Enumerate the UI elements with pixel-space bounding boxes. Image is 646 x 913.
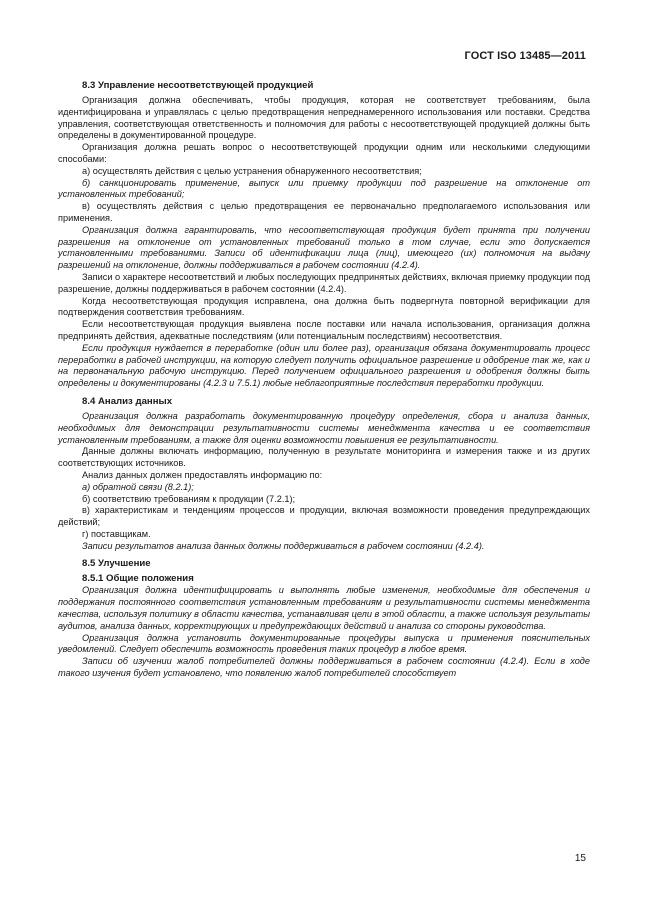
paragraph: Записи об изучении жалоб потребителей должны поддерживаться в рабочем состоянии (4.2.4). Если в ходе такого изучения будет установлено, что появлению жалоб потребителей способствует bbox=[58, 656, 590, 679]
standard-code: ГОСТ ISO 13485—2011 bbox=[464, 50, 586, 62]
paragraph: Если несоответствующая продукция выявлена после поставки или начала использования, организация должна предпринять действия, адекватные последствиям (или потенциальным последствиям) несоответствия. bbox=[58, 319, 590, 341]
paragraph: Записи о характере несоответствий и любых последующих предпринятых действиях, включая приемку продукции под разрешение, должны поддерживаться в рабочем состоянии (4.2.4). bbox=[58, 271, 590, 294]
list-item: б) соответствию требованиям к продукции (7.2.1); bbox=[82, 493, 296, 504]
paragraph: Анализ данных должен предоставлять информацию по: bbox=[82, 469, 323, 480]
subsection-heading: 8.5.1 Общие положения bbox=[82, 573, 194, 585]
paragraph: Организация должна гарантировать, что несоответствующая продукция будет принята при получении разрешения на отклонение от установленных требований только в том случае, если это допускается установленными требованиями. Записи об идентификации лица (лиц), имеющего (их) полномочия на выдачу разрешений на отклонение, должны поддерживаться в рабочем состоянии (4.2.4). bbox=[58, 224, 590, 271]
list-item: в) характеристикам и тенденциям процессов и продукции, включая возможности проведения предупреждающих действий; bbox=[58, 505, 590, 528]
list-item: в) осуществлять действия с целью предотвращения ее первоначально предполагаемого использования или применения. bbox=[58, 201, 590, 223]
list-item: а) обратной связи (8.2.1); bbox=[82, 481, 194, 492]
paragraph: Организация должна установить документированные процедуры выпуска и применения пояснительных уведомлений. Следует обеспечить возможность проведения таких процедур в любое время. bbox=[58, 632, 590, 655]
page-number: 15 bbox=[574, 853, 586, 864]
paragraph: Организация должна идентифицировать и выполнять любые изменения, необходимые для обеспечения и поддержания постоянного соответствия установленным требованиям и результативности системы менеджмента качества, используя политику в области качества, устанавливая цели в этой области, а также используя результаты аудитов, анализа данных, корректирующих и предупреждающих действий и анализа со стороны руководства. bbox=[58, 585, 590, 631]
paragraph: Данные должны включать информацию, полученную в результате мониторинга и измерения также и из других соответствующих источников. bbox=[58, 446, 590, 469]
section-heading: 8.3 Управление несоответствующей продукцией bbox=[82, 80, 314, 91]
section-heading: 8.4 Анализ данных bbox=[82, 395, 173, 407]
document-body bbox=[58, 80, 590, 680]
list-item: г) поставщикам. bbox=[82, 528, 151, 539]
list-item: б) санкционировать применение, выпуск или приемку продукции под разрешение на отклонение от установленных требований; bbox=[58, 177, 590, 200]
paragraph: Организация должна разработать документированную процедуру определения, сбора и анализа данных, необходимых для демонстрации результативности системы менеджмента качества и ее соответствия установленным требованиям, а также для оценки возможности повышения ее результативности. bbox=[58, 410, 590, 445]
section-heading: 8.5 Улучшение bbox=[82, 558, 151, 570]
paragraph: Организация должна решать вопрос о несоответствующей продукции одним или несколькими следующими способами: bbox=[58, 142, 590, 164]
paragraph: Когда несоответствующая продукция исправлена, она должна быть подвергнута повторной верификации для подтверждения соответствия требованиям. bbox=[58, 295, 590, 318]
paragraph: Если продукция нуждается в переработке (один или более раз), организация обязана документировать процесс переработки в рабочей инструкции, на которую следует получить официальное разрешение и одобрение так же, как и на первоначальную рабочую инструкцию. Перед получением официального разрешения и одобрения должны быть определены и документированы (4.2.3 и 7.5.1) любые неблагоприятные последствия переработки продукции. bbox=[58, 342, 590, 389]
paragraph: Записи результатов анализа данных должны поддерживаться в рабочем состоянии (4.2.4). bbox=[82, 540, 485, 551]
paragraph: Организация должна обеспечивать, чтобы продукция, которая не соответствует требованиям, была идентифицирована и управлялась с целью предотвращения непреднамеренного использования или поставки. Средства управления, соответствующая ответственность и полномочия для работы с несоответствующей продукцией должны быть определены в документированной процедуре. bbox=[58, 95, 590, 141]
list-item: а) осуществлять действия с целью устранения обнаруженного несоответствия; bbox=[82, 165, 422, 176]
